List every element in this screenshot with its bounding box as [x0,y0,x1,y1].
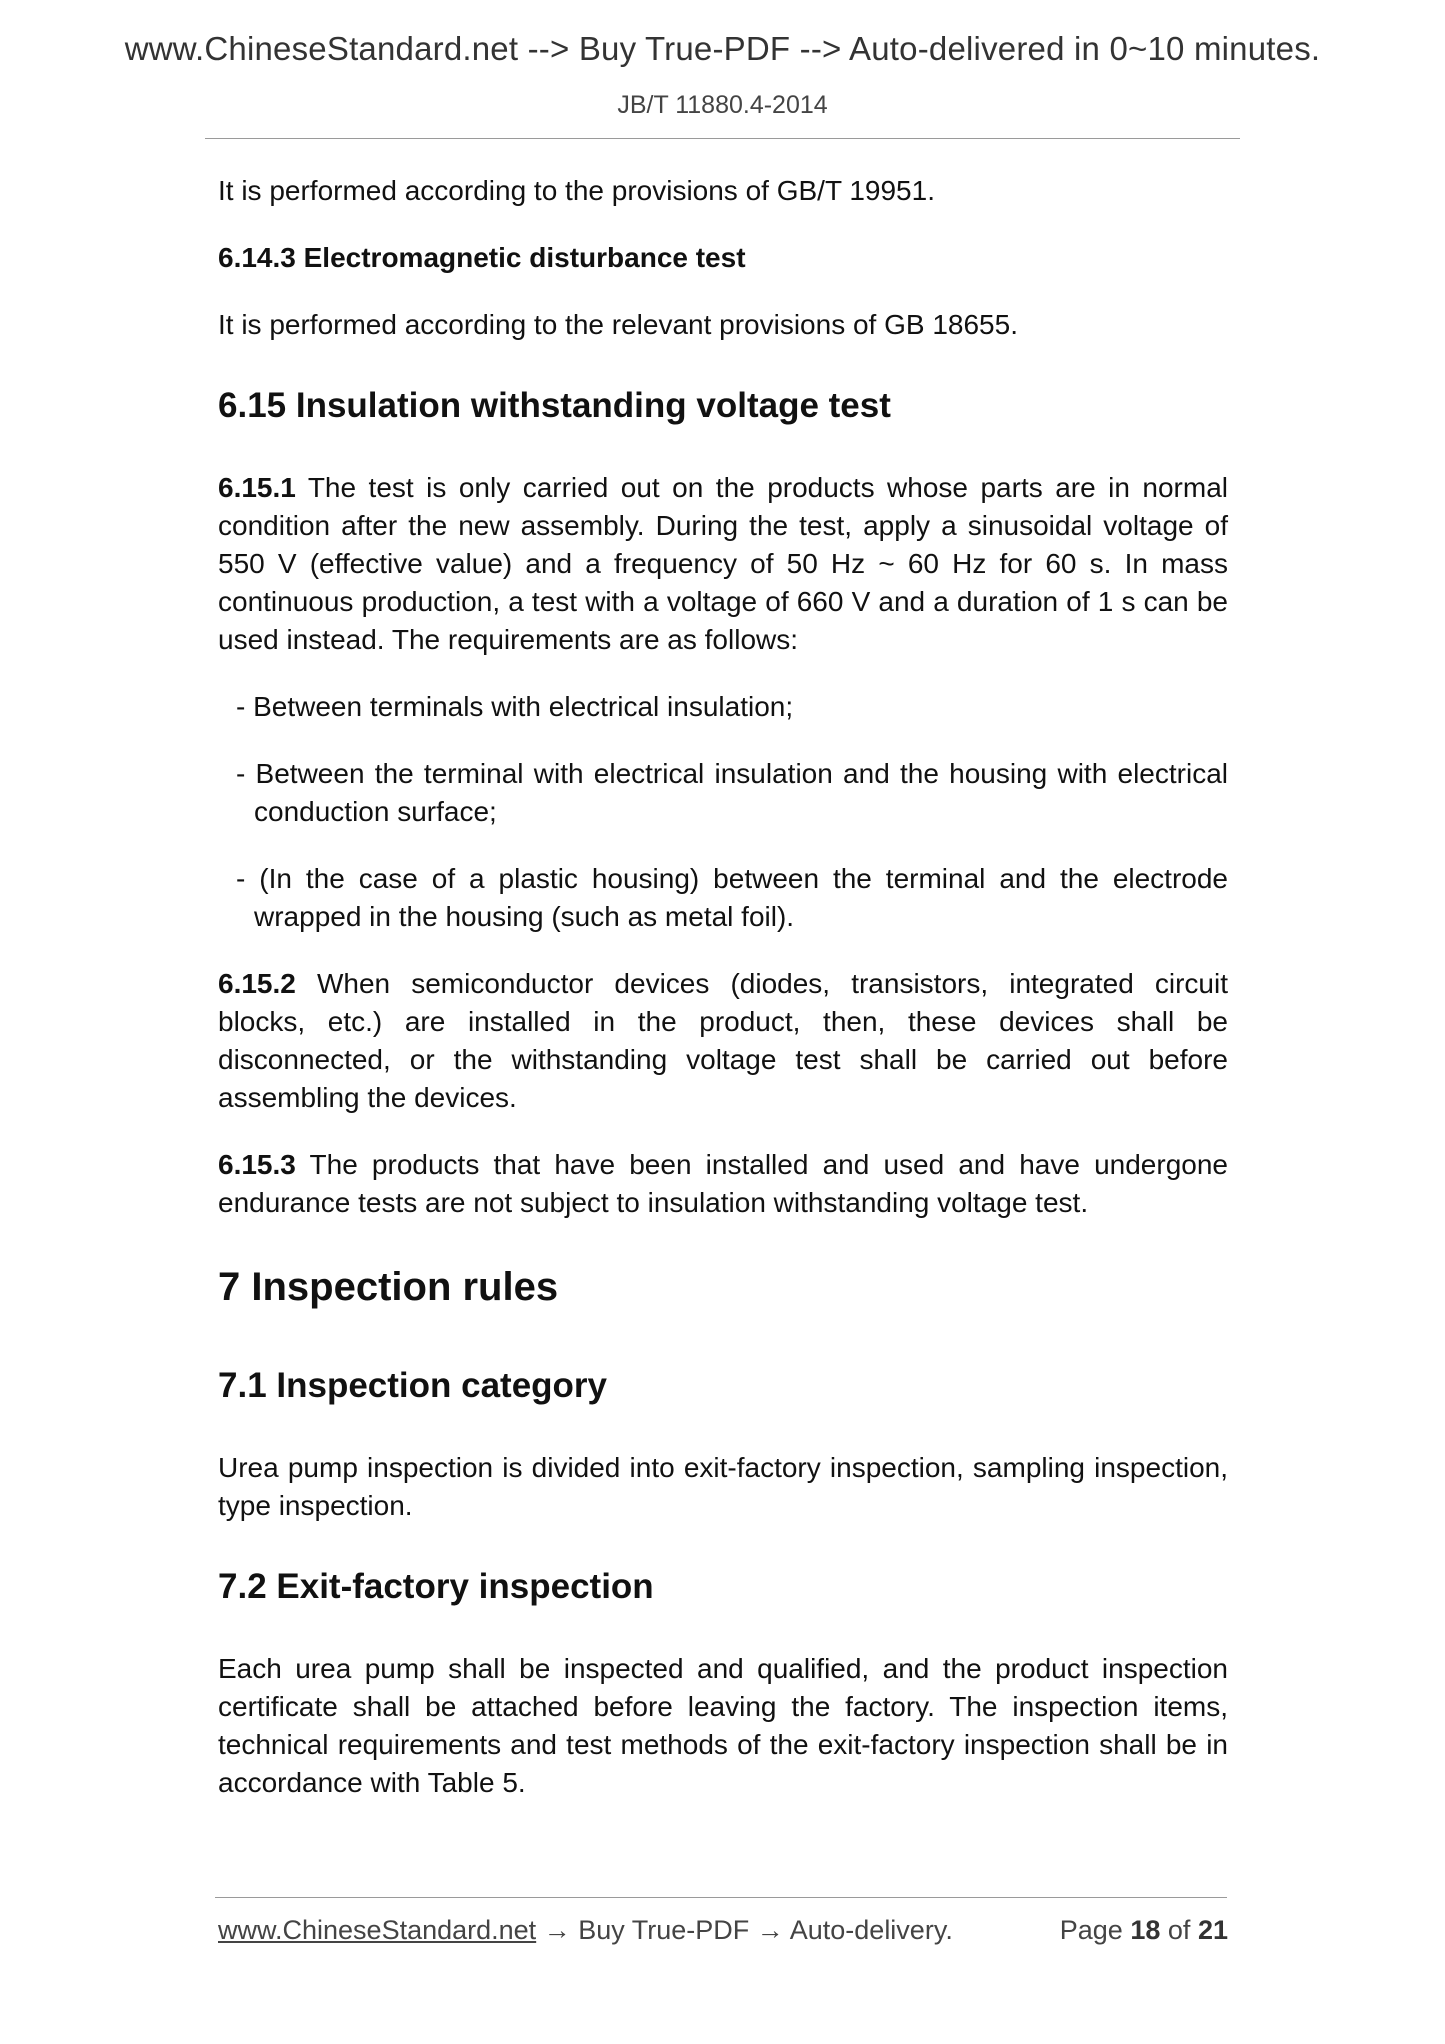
heading-6-15: 6.15 Insulation withstanding voltage test [218,386,891,425]
footer-divider [215,1897,1227,1898]
footer-promo-text: → Buy True-PDF → Auto-delivery. [536,1915,953,1945]
footer-promo [218,1915,953,1946]
heading-7-1: 7.1 Inspection category [218,1366,608,1405]
document-body [218,172,1228,1802]
paragraph-7-1: Urea pump inspection is divided into exit-factory inspection, sampling inspection, type inspection. [218,1452,1228,1521]
paragraph-6-14-3: It is performed according to the relevant provisions of GB 18655. [218,309,1018,340]
paragraph-6-15-3 [218,1146,1228,1222]
paragraph-6-15-1 [218,469,1228,659]
list-item: - Between terminals with electrical insulation; [236,691,794,722]
clause-number-6-15-2: 6.15.2 [218,968,296,999]
clause-text-6-15-2: When semiconductor devices (diodes, transistors, integrated circuit blocks, etc.) are installed in the product, then, these devices shall be disconnected, or the withstanding voltage test shall be carried out before assembling the devices. [218,968,1228,1113]
heading-7-2: 7.2 Exit-factory inspection [218,1567,654,1606]
paragraph-6-15-2 [218,965,1228,1117]
heading-7: 7 Inspection rules [218,1265,559,1309]
page-footer [218,1915,1228,1955]
page-counter [1060,1915,1228,1946]
of-label: of [1167,1915,1191,1945]
paragraph-7-2: Each urea pump shall be inspected and qualified, and the product inspection certificate shall be attached before leaving the factory. The inspection items, technical requirements and test methods of the exit-factory inspection shall be in accordance with Table 5. [218,1653,1228,1798]
clause-number-6-15-3: 6.15.3 [218,1149,296,1180]
top-banner: www.ChineseStandard.net --> Buy True-PDF --> Auto-delivered in 0~10 minutes. [124,30,1321,67]
list-item: - (In the case of a plastic housing) between the terminal and the electrode wrapped in the housing (such as metal foil). [236,863,1228,932]
total-pages-number: 21 [1197,1915,1228,1945]
page-label: Page [1059,1915,1123,1945]
clause-number-6-15-1: 6.15.1 [218,472,296,503]
paragraph-intro: It is performed according to the provisions of GB/T 19951. [218,175,935,206]
current-page-number: 18 [1130,1915,1161,1945]
clause-text-6-15-3: The products that have been installed and used and have undergone endurance tests are not subject to insulation withstanding voltage test. [218,1149,1228,1218]
footer-site-link[interactable]: www.ChineseStandard.net [218,1915,537,1945]
clause-text-6-15-1: The test is only carried out on the products whose parts are in normal condition after the new assembly. During the test, apply a sinusoidal voltage of 550 V (effective value) and a frequency of 50 Hz ~ 60 Hz for 60 s. In mass continuous production, a test with a voltage of 660 V and a duration of 1 s can be used instead. The requirements are as follows: [218,472,1228,655]
heading-6-14-3: 6.14.3 Electromagnetic disturbance test [218,242,746,273]
header-divider [205,138,1240,139]
standard-code: JB/T 11880.4-2014 [617,91,828,119]
list-item: - Between the terminal with electrical insulation and the housing with electrical conduction surface; [236,758,1228,827]
